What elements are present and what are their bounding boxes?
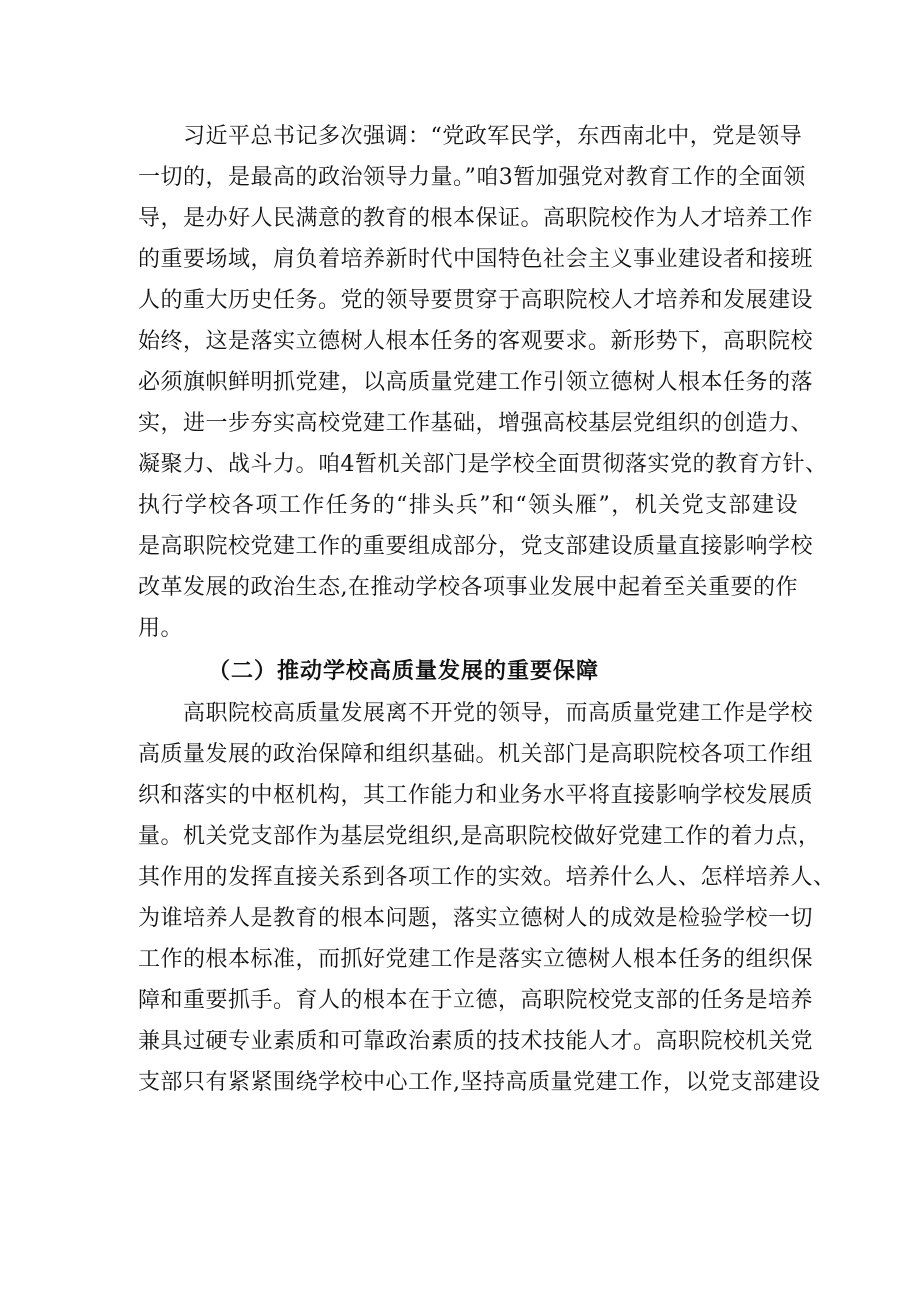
text-line: 实，进一步夯实高校党建工作基础，增强高校基层党组织的创造力、 (138, 411, 814, 436)
text-line: 织和落实的中枢机构，其工作能力和业务水平将直接影响学校发展质 (138, 783, 814, 808)
paragraph-1 (138, 116, 828, 649)
text-line: 习近平总书记多次强调：“党政军民学，东西南北中，党是领导 (183, 124, 803, 149)
text-line: 兼具过硬专业素质和可靠政治素质的技术技能人才。高职院校机关党 (138, 1029, 814, 1054)
text-line: 执行学校各项工作任务的“排头兵”和“领头雁”，机关党支部建设 (138, 493, 798, 518)
paragraph-2 (138, 693, 836, 1103)
text-line: 高质量发展的政治保障和组织基础。机关部门是高职院校各项工作组 (138, 742, 814, 767)
text-line: 始终，这是落实立德树人根本任务的客观要求。新形势下，高职院校 (138, 329, 814, 354)
text-line: 用。 (138, 616, 184, 641)
section-heading: （二）推动学校高质量发展的重要保障 (208, 658, 600, 684)
text-line: 其作用的发挥直接关系到各项工作的实效。培养什么人、怎样培养人、 (138, 865, 836, 890)
text-line: 工作的根本标准，而抓好党建工作是落实立德树人根本任务的组织保 (138, 947, 814, 972)
text-line: 导，是办好人民满意的教育的根本保证。高职院校作为人才培养工作 (138, 206, 814, 231)
text-line: 凝聚力、战斗力。咱4暂机关部门是学校全面贯彻落实党的教育方针、 (138, 452, 828, 477)
document-body (138, 116, 836, 1103)
text-line: 为谁培养人是教育的根本问题，落实立德树人的成效是检验学校一切 (138, 906, 814, 931)
text-line: 高职院校高质量发展离不开党的领导，而高质量党建工作是学校 (183, 701, 814, 726)
text-line: 人的重大历史任务。党的领导要贯穿于高职院校人才培养和发展建设 (138, 288, 814, 313)
text-line: 的重要场域，肩负着培养新时代中国特色社会主义事业建设者和接班 (138, 247, 814, 272)
text-line: 是高职院校党建工作的重要组成部分，党支部建设质量直接影响学校 (138, 534, 814, 559)
text-line: 障和重要抓手。育人的根本在于立德，高职院校党支部的任务是培养 (138, 988, 814, 1013)
text-line: 支部只有紧紧围绕学校中心工作,坚持高质量党建工作，以党支部建设 (138, 1070, 821, 1095)
text-line: 改革发展的政治生态,在推动学校各项事业发展中起着至关重要的作 (138, 575, 798, 600)
text-line: 必须旗帜鲜明抓党建，以高质量党建工作引领立德树人根本任务的落 (138, 370, 814, 395)
text-line: 量。机关党支部作为基层党组织,是高职院校做好党建工作的着力点， (138, 824, 821, 849)
text-line: 一切的，是最高的政治领导力量。”咱3暂加强党对教育工作的全面领 (138, 165, 806, 190)
